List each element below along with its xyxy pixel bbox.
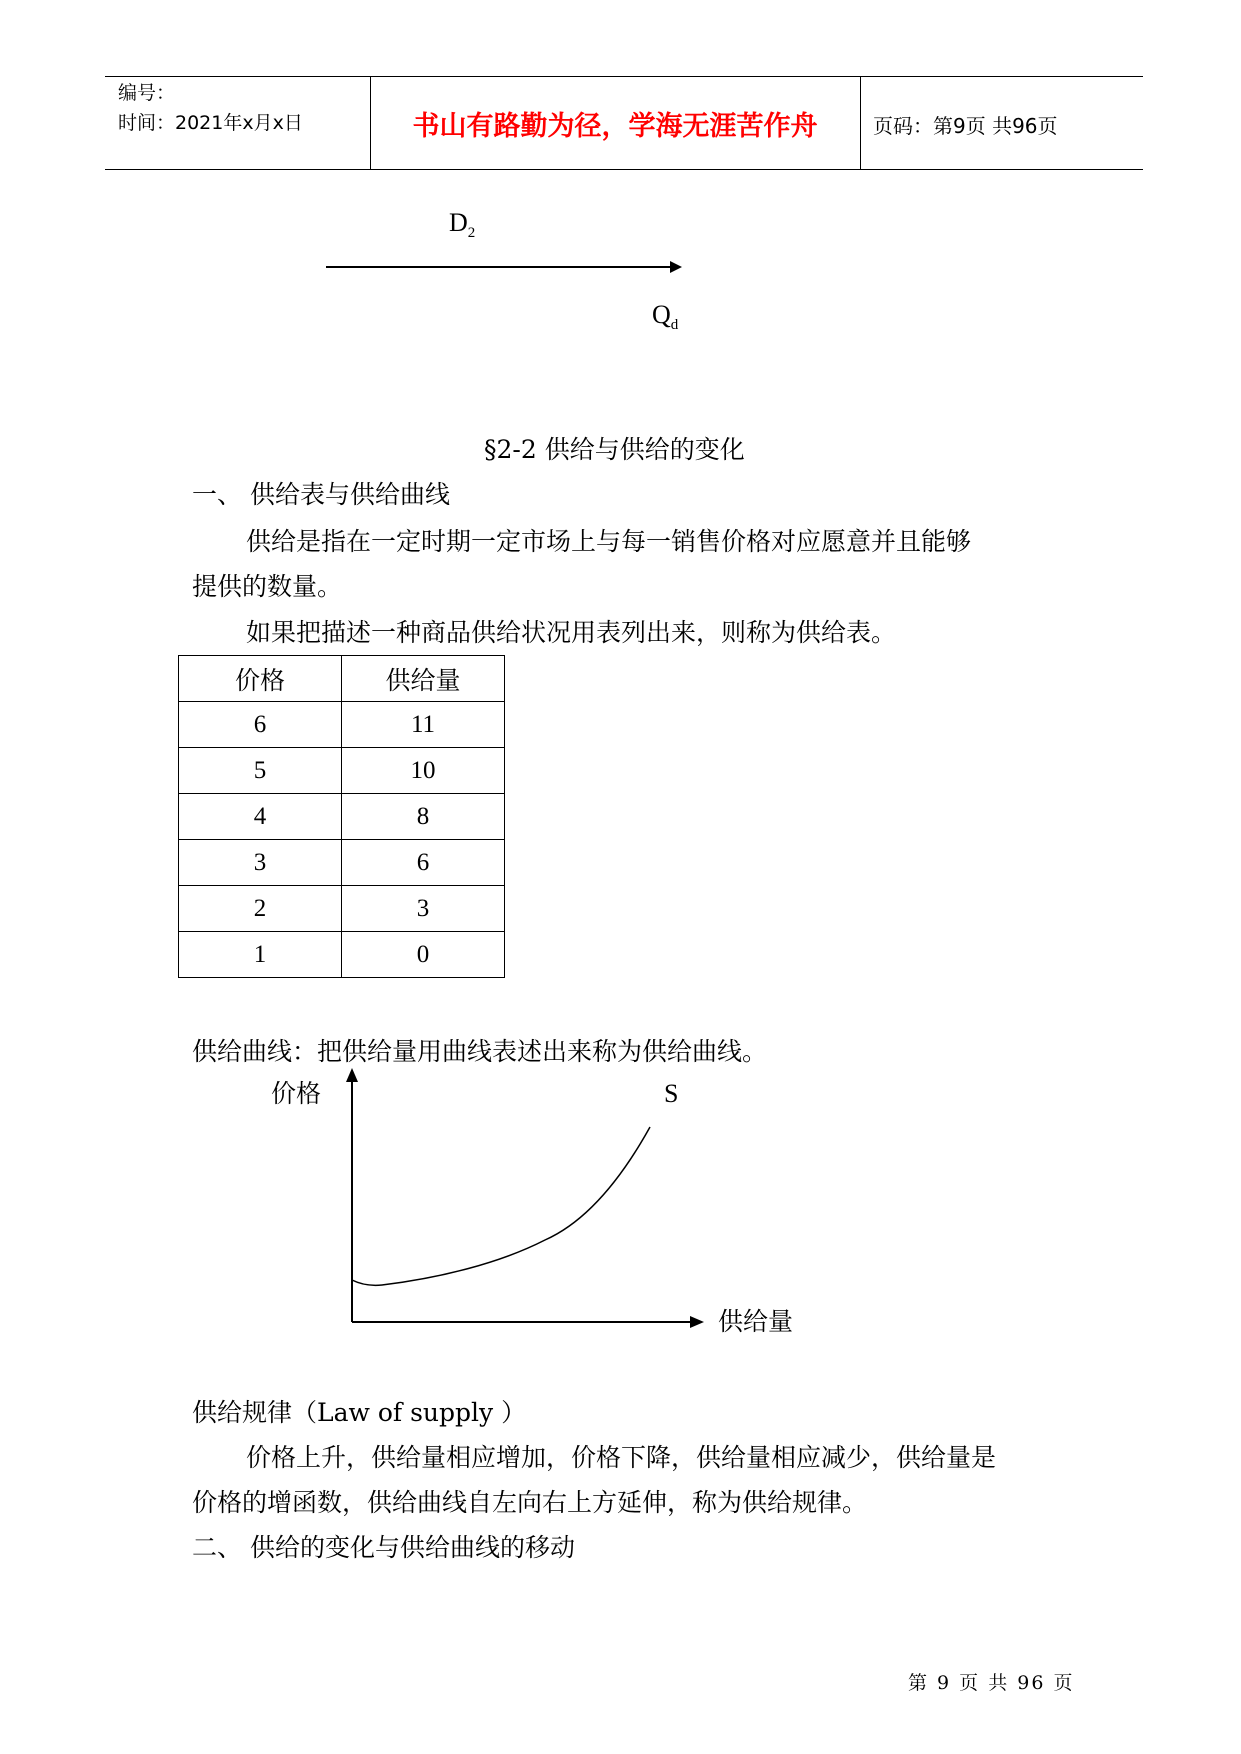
quantity-cell: 6 (342, 840, 505, 886)
price-cell: 2 (179, 886, 342, 932)
price-cell: 6 (179, 702, 342, 748)
supply-table (178, 655, 505, 978)
quantity-cell: 11 (342, 702, 505, 748)
header-quantity: 供给量 (342, 656, 505, 702)
quantity-cell: 10 (342, 748, 505, 794)
quantity-axis-arrowhead (690, 1316, 704, 1328)
subheading-2: 二、 供给的变化与供给曲线的移动 (192, 1533, 575, 1562)
law-line-2: 价格的增函数，供给曲线自左向右上方延伸，称为供给规律。 (192, 1488, 868, 1517)
definition-line-2: 提供的数量。 (192, 572, 343, 601)
serial-label: 编号： (118, 82, 176, 104)
law-title: 供给规律（Law of supply ） (192, 1398, 527, 1427)
curve-caption: 供给曲线：把供给量用曲线表述出来称为供给曲线。 (192, 1037, 768, 1066)
table-header-row (179, 656, 505, 702)
qd-label: $Q_d$ (652, 300, 679, 334)
price-axis-label: 价格 (271, 1079, 322, 1108)
supply-curve (352, 1127, 650, 1285)
price-cell: 4 (179, 794, 342, 840)
header-page-info: 页码：第9页 共96页 (873, 114, 1058, 138)
header-price: 价格 (179, 656, 342, 702)
qd-axis-arrowhead (670, 261, 682, 273)
section-heading: §2-2 供给与供给的变化 (484, 435, 745, 464)
definition-line-1: 供给是指在一定时期一定市场上与每一销售价格对应愿意并且能够 (246, 527, 972, 556)
header-motto: 书山有路勤为径，学海无涯苦作舟 (412, 111, 818, 142)
s-curve-label: S (664, 1079, 679, 1108)
time-label: 时间：2021年x月x日 (118, 112, 303, 134)
footer-page-number: 第 9 页 共 96 页 (908, 1672, 1075, 1694)
price-cell: 5 (179, 748, 342, 794)
table-row (179, 794, 505, 840)
supply-curve-diagram (0, 1060, 1241, 1350)
quantity-axis-label: 供给量 (718, 1307, 794, 1336)
table-row (179, 840, 505, 886)
subheading-1: 一、 供给表与供给曲线 (192, 480, 450, 509)
d2-label: $D_2$ (449, 208, 476, 242)
table-intro: 如果把描述一种商品供给状况用表列出来，则称为供给表。 (246, 618, 897, 647)
quantity-cell: 8 (342, 794, 505, 840)
demand-figure-fragment (0, 0, 1241, 340)
table-row (179, 932, 505, 978)
table-row (179, 702, 505, 748)
table-row (179, 748, 505, 794)
price-cell: 3 (179, 840, 342, 886)
table-row (179, 886, 505, 932)
price-axis-arrowhead (346, 1068, 358, 1082)
price-cell: 1 (179, 932, 342, 978)
quantity-cell: 3 (342, 886, 505, 932)
quantity-cell: 0 (342, 932, 505, 978)
law-line-1: 价格上升，供给量相应增加，价格下降，供给量相应减少，供给量是 (246, 1443, 997, 1472)
